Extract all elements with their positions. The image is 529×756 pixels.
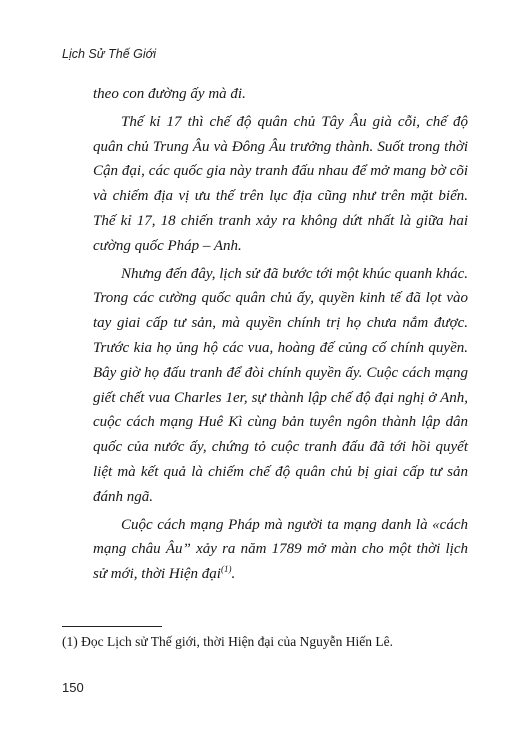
paragraph-continuation: theo con đường ấy mà đi. <box>93 86 246 102</box>
footnote-divider <box>62 626 162 627</box>
running-header: Lịch Sử Thế Giới <box>62 47 156 61</box>
paragraph: Nhưng đến đây, lịch sử đã bước tới một khúc quanh khác. Trong các cường quốc quân chủ ấy, quyền kinh tế đã lọt vào tay giai cấp tư sản, mà quyền chính trị họ chưa nắm được. Trước kia họ ủng hộ các vua, hoàng đế củng cố chính quyền. Bây giờ họ đấu tranh để đòi chính quyền ấy. Cuộc cách mạng giết chết vua Charles 1er, sự thành lập chế độ đại nghị ở Anh, cuộc cách mạng Huê Kì cùng bản tuyên ngôn thành lập dân quốc của nước ấy, chứng tỏ cuộc tranh đấu đã tới hồi quyết liệt mà kết quả là chiếm chế độ quân chủ bị giai cấp tư sản đánh ngã. <box>93 265 468 505</box>
page-number: 150 <box>62 680 84 695</box>
paragraph-text: Cuộc cách mạng Pháp mà người ta mạng danh là «cách mạng châu Âu” xảy ra năm 1789 mở màn cho một thời lịch sử mới, thời Hiện đại <box>93 516 468 583</box>
paragraph-last <box>93 513 468 587</box>
footnote-reference[interactable]: (1) <box>220 564 232 575</box>
paragraph: Thế kỉ 17 thì chế độ quân chủ Tây Âu già cỗi, chế độ quân chủ Trung Âu và Đông Âu trưởng thành. Suốt trong thời Cận đại, các quốc gia này tranh đấu nhau để mở mang bờ cõi và chiếm địa vị ưu thế trên lục địa cũng như trên mặt biển. Thế kỉ 17, 18 chiến tranh xảy ra không dứt nhất là giữa hai cường quốc Pháp – Anh. <box>93 113 468 254</box>
main-text <box>93 82 468 587</box>
footnote: (1) Đọc Lịch sử Thế giới, thời Hiện đại của Nguyễn Hiến Lê. <box>62 634 394 649</box>
paragraph-end-punctuation: . <box>231 566 236 583</box>
